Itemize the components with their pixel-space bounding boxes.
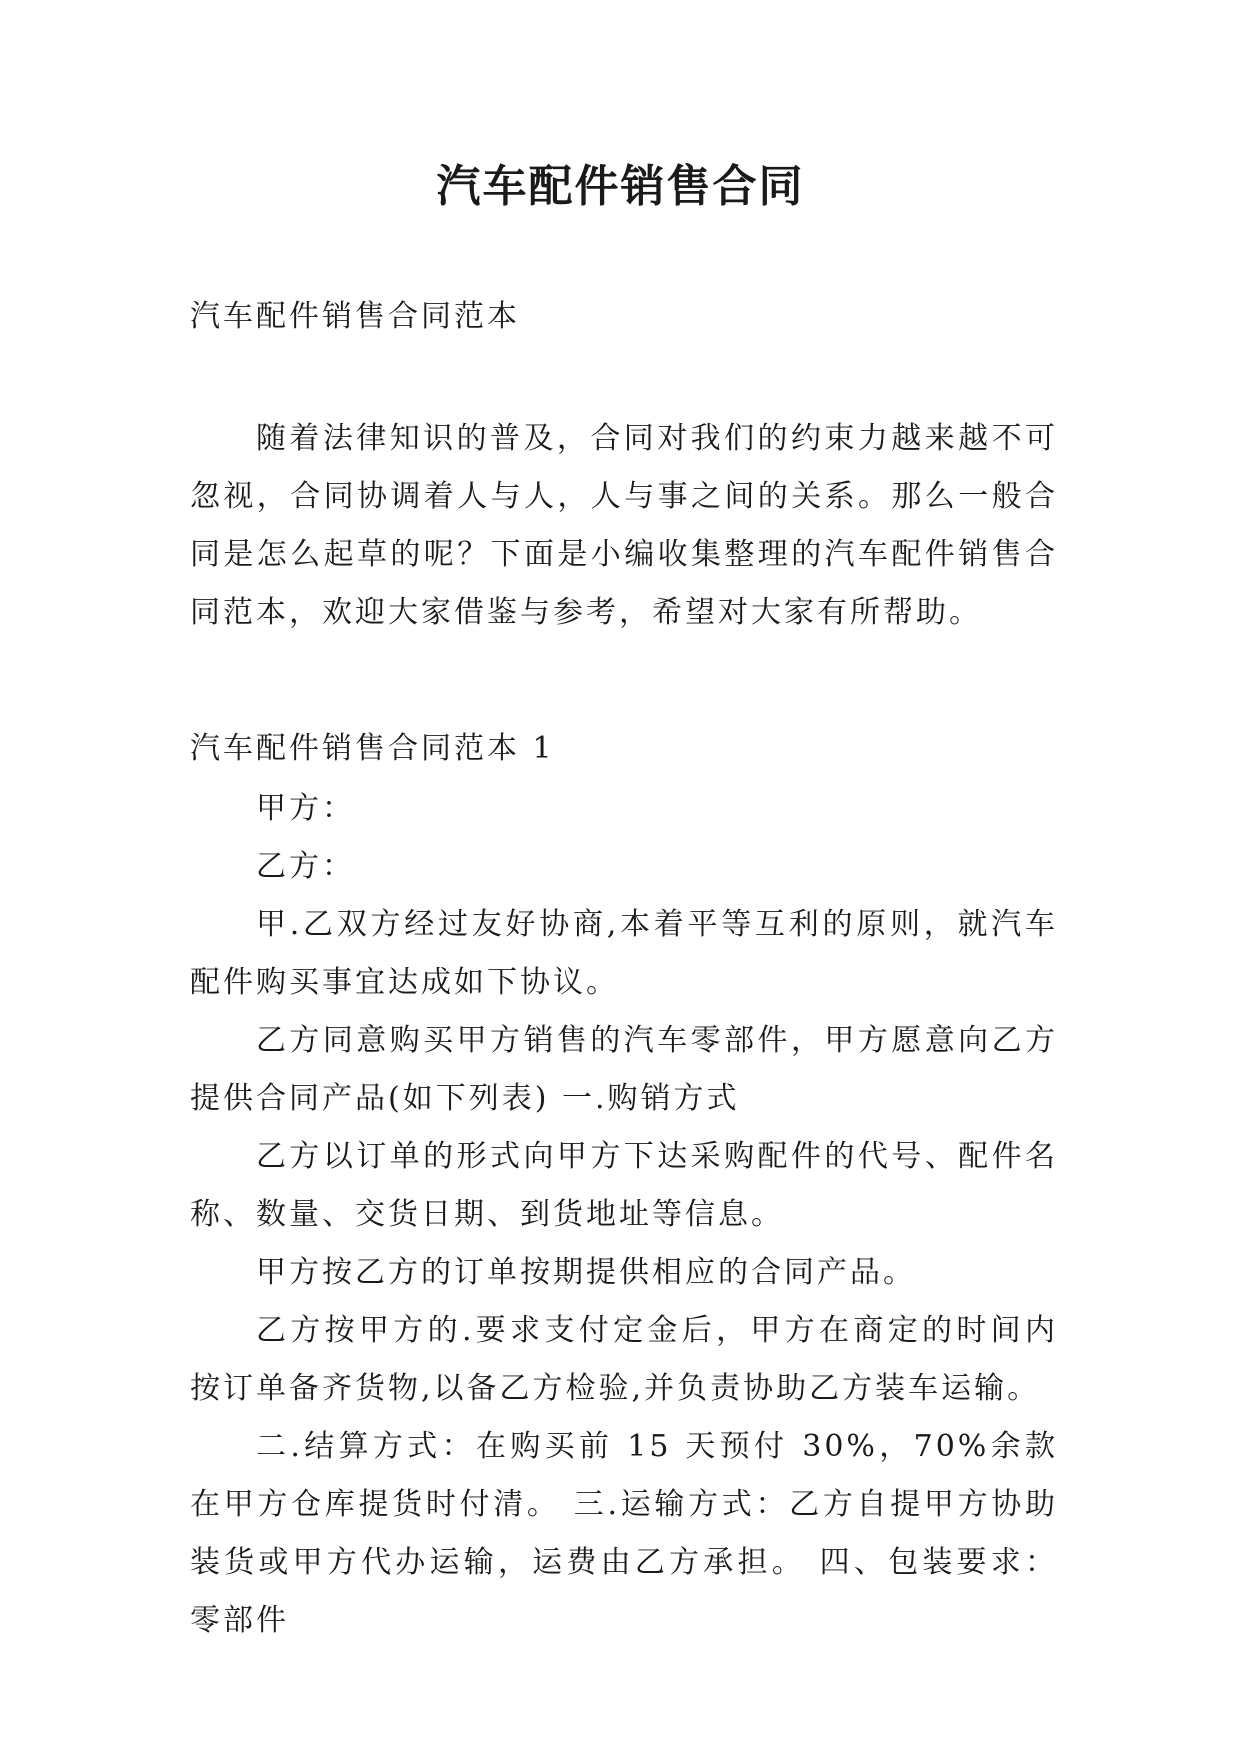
document-subtitle: 汽车配件销售合同范本 [190, 299, 520, 334]
intro-paragraph: 随着法律知识的普及，合同对我们的约束力越来越不可忽视，合同协调着人与人，人与事之间的关系。那么一般合同是怎么起草的呢？下面是小编收集整理的汽车配件销售合同范本，欢迎大家借鉴与参考，希望对大家有所帮助。 [190, 421, 1058, 630]
party-b-line: 乙方： [256, 849, 355, 884]
document-title: 汽车配件销售合同 [436, 161, 805, 212]
supply-paragraph: 甲方按乙方的订单按期提供相应的合同产品。 [256, 1255, 916, 1290]
section-heading: 汽车配件销售合同范本 1 [190, 731, 555, 766]
document-body [190, 292, 1058, 1650]
order-paragraph: 乙方以订单的形式向甲方下达采购配件的代号、配件名称、数量、交货日期、到货地址等信息。 [190, 1139, 1058, 1232]
deposit-paragraph: 乙方按甲方的.要求支付定金后，甲方在商定的时间内按订单备齐货物,以备乙方检验,并负责协助乙方装车运输。 [190, 1313, 1058, 1406]
agreement-paragraph: 甲.乙双方经过友好协商,本着平等互利的原则，就汽车配件购买事宜达成如下协议。 [190, 907, 1058, 1000]
settlement-paragraph: 二.结算方式：在购买前 15 天预付 30%，70%余款在甲方仓库提货时付清。 三.运输方式：乙方自提甲方协助装货或甲方代办运输，运费由乙方承担。 四、包装要求：零部件 [190, 1429, 1058, 1638]
party-a-line: 甲方： [256, 791, 355, 826]
purchase-paragraph: 乙方同意购买甲方销售的汽车零部件，甲方愿意向乙方提供合同产品(如下列表) 一.购销方式 [190, 1023, 1058, 1116]
